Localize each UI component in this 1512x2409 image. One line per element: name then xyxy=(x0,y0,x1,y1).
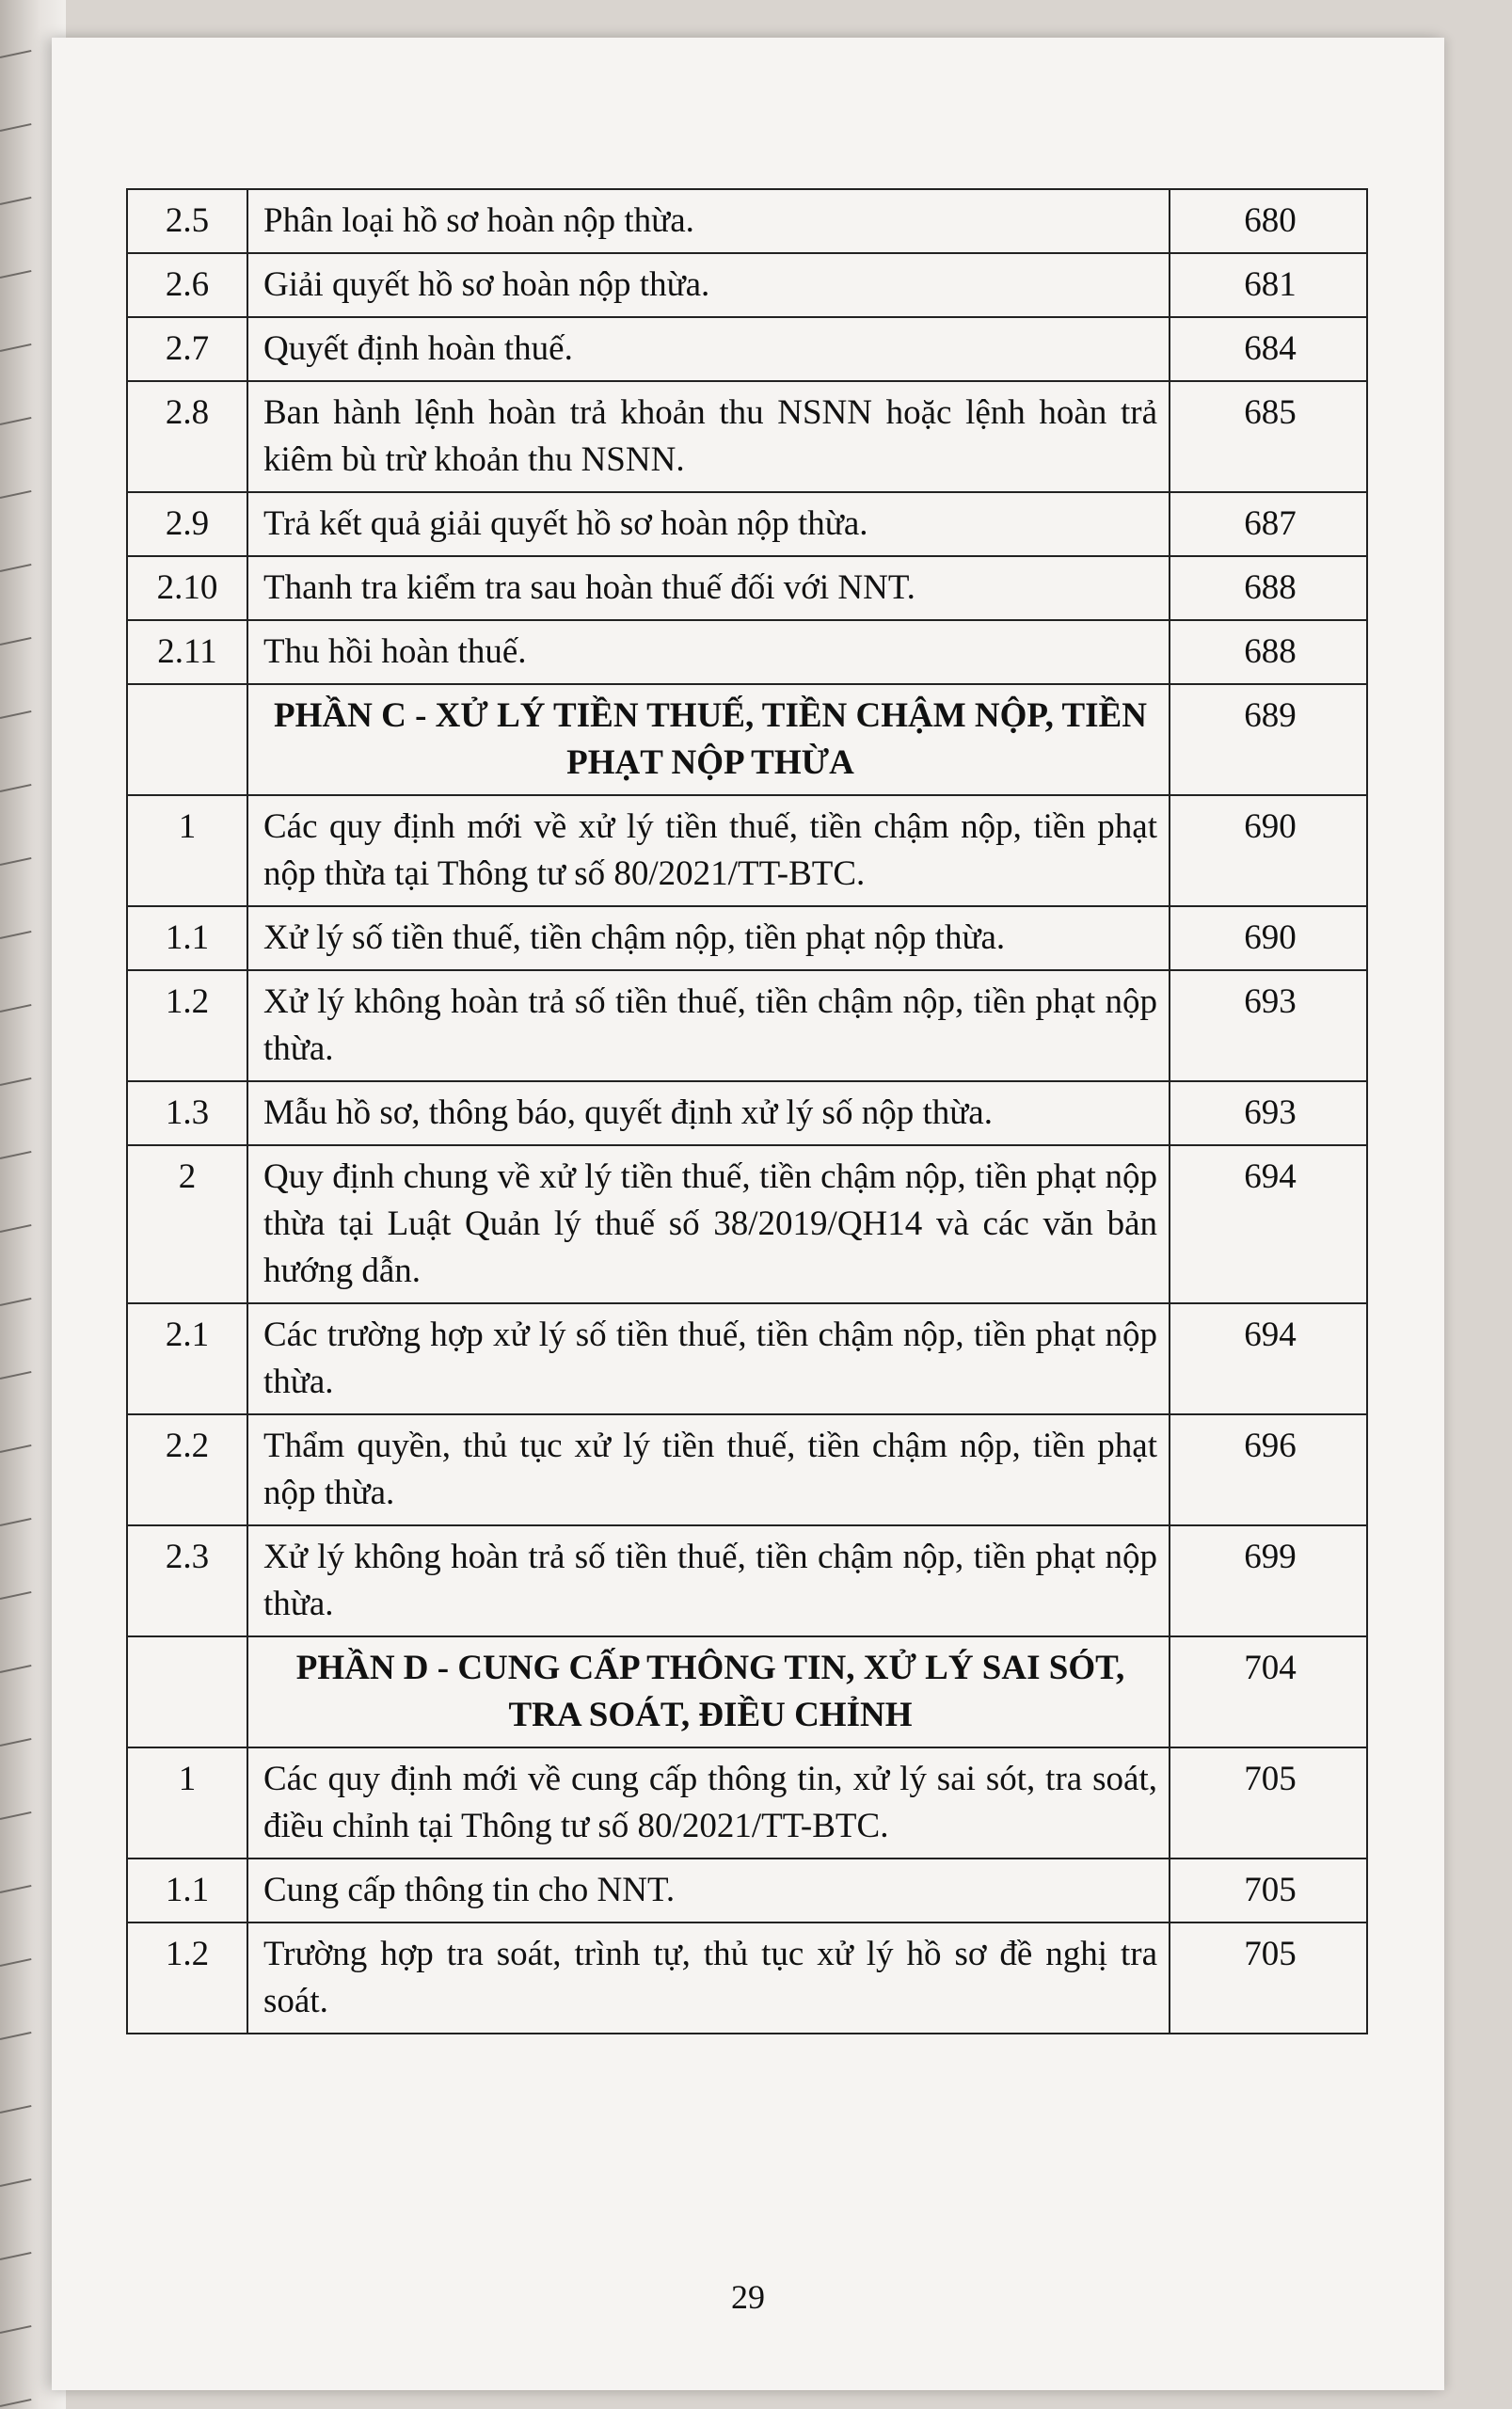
binding-line xyxy=(0,564,31,572)
toc-entry-number: 2.7 xyxy=(127,317,247,381)
binding-line xyxy=(0,1665,31,1673)
toc-entry-page: 685 xyxy=(1170,381,1367,492)
binding-line xyxy=(0,1151,31,1159)
toc-entry-page: 687 xyxy=(1170,492,1367,556)
toc-entry-number: 2.11 xyxy=(127,620,247,684)
binding-line xyxy=(0,1885,31,1893)
toc-entry-page: 696 xyxy=(1170,1414,1367,1525)
toc-row xyxy=(127,1747,1367,1859)
binding-line xyxy=(0,784,31,792)
binding-line xyxy=(0,343,31,352)
toc-row xyxy=(127,381,1367,492)
binding-line xyxy=(0,1444,31,1453)
toc-entry-title: Xử lý không hoàn trả số tiền thuế, tiền chậm nộp, tiền phạt nộp thừa. xyxy=(247,1525,1170,1636)
toc-entry-title: Xử lý không hoàn trả số tiền thuế, tiền chậm nộp, tiền phạt nộp thừa. xyxy=(247,970,1170,1081)
toc-entry-title: Thẩm quyền, thủ tục xử lý tiền thuế, tiền chậm nộp, tiền phạt nộp thừa. xyxy=(247,1414,1170,1525)
toc-entry-page: 699 xyxy=(1170,1525,1367,1636)
binding-line xyxy=(0,1811,31,1820)
toc-entry-page: 704 xyxy=(1170,1636,1367,1747)
toc-entry-title: Mẫu hồ sơ, thông báo, quyết định xử lý số nộp thừa. xyxy=(247,1081,1170,1145)
toc-entry-title: Các quy định mới về xử lý tiền thuế, tiền chậm nộp, tiền phạt nộp thừa tại Thông tư số 80/2021/TT-BTC. xyxy=(247,795,1170,906)
binding-line xyxy=(0,1224,31,1233)
binding-line xyxy=(0,417,31,425)
binding-line xyxy=(0,1298,31,1306)
toc-entry-title: Các quy định mới về cung cấp thông tin, xử lý sai sót, tra soát, điều chỉnh tại Thông tư số 80/2021/TT-BTC. xyxy=(247,1747,1170,1859)
toc-section-title: PHẦN D - CUNG CẤP THÔNG TIN, XỬ LÝ SAI SÓT, TRA SOÁT, ĐIỀU CHỈNH xyxy=(247,1636,1170,1747)
toc-entry-number: 2 xyxy=(127,1145,247,1303)
toc-row xyxy=(127,556,1367,620)
toc-entry-number xyxy=(127,684,247,795)
toc-section-heading-row xyxy=(127,684,1367,795)
binding-line xyxy=(0,2252,31,2260)
toc-entry-title: Ban hành lệnh hoàn trả khoản thu NSNN hoặc lệnh hoàn trả kiêm bù trừ khoản thu NSNN. xyxy=(247,381,1170,492)
toc-entry-page: 689 xyxy=(1170,684,1367,795)
toc-entry-page: 688 xyxy=(1170,556,1367,620)
toc-row xyxy=(127,1145,1367,1303)
toc-entry-number: 2.8 xyxy=(127,381,247,492)
toc-entry-title: Thanh tra kiểm tra sau hoàn thuế đối với NNT. xyxy=(247,556,1170,620)
binding-line xyxy=(0,931,31,939)
toc-entry-number: 1.1 xyxy=(127,1859,247,1922)
toc-entry-number: 2.3 xyxy=(127,1525,247,1636)
binding-line xyxy=(0,2032,31,2040)
binding-edge xyxy=(0,0,38,2409)
binding-line xyxy=(0,2399,31,2407)
toc-entry-page: 705 xyxy=(1170,1859,1367,1922)
toc-entry-number: 1.1 xyxy=(127,906,247,970)
toc-row xyxy=(127,1081,1367,1145)
toc-entry-title: Cung cấp thông tin cho NNT. xyxy=(247,1859,1170,1922)
toc-entry-number: 2.5 xyxy=(127,189,247,253)
toc-row xyxy=(127,1922,1367,2034)
binding-line xyxy=(0,2325,31,2334)
toc-entry-page: 680 xyxy=(1170,189,1367,253)
toc-entry-title: Trả kết quả giải quyết hồ sơ hoàn nộp thừa. xyxy=(247,492,1170,556)
toc-entry-title: Phân loại hồ sơ hoàn nộp thừa. xyxy=(247,189,1170,253)
toc-entry-page: 681 xyxy=(1170,253,1367,317)
toc-entry-number: 2.10 xyxy=(127,556,247,620)
toc-entry-title: Trường hợp tra soát, trình tự, thủ tục xử lý hồ sơ đề nghị tra soát. xyxy=(247,1922,1170,2034)
toc-entry-number: 2.2 xyxy=(127,1414,247,1525)
toc-entry-title: Xử lý số tiền thuế, tiền chậm nộp, tiền phạt nộp thừa. xyxy=(247,906,1170,970)
page-number: 29 xyxy=(731,2278,765,2316)
toc-row xyxy=(127,253,1367,317)
binding-line xyxy=(0,2105,31,2114)
toc-entry-title: Thu hồi hoàn thuế. xyxy=(247,620,1170,684)
toc-entry-page: 690 xyxy=(1170,795,1367,906)
toc-entry-number: 2.6 xyxy=(127,253,247,317)
toc-entry-page: 705 xyxy=(1170,1922,1367,2034)
toc-section-heading-row xyxy=(127,1636,1367,1747)
binding-line xyxy=(0,2178,31,2187)
toc-entry-page: 705 xyxy=(1170,1747,1367,1859)
toc-row xyxy=(127,1859,1367,1922)
toc-row xyxy=(127,1525,1367,1636)
toc-row xyxy=(127,970,1367,1081)
toc-entry-title: Các trường hợp xử lý số tiền thuế, tiền chậm nộp, tiền phạt nộp thừa. xyxy=(247,1303,1170,1414)
toc-row xyxy=(127,1414,1367,1525)
toc-entry-page: 690 xyxy=(1170,906,1367,970)
toc-row xyxy=(127,189,1367,253)
binding-line xyxy=(0,1518,31,1526)
binding-line xyxy=(0,1004,31,1013)
binding-line xyxy=(0,1371,31,1380)
toc-entry-number: 1 xyxy=(127,795,247,906)
toc-entry-number xyxy=(127,1636,247,1747)
binding-line xyxy=(0,710,31,719)
toc-entry-page: 688 xyxy=(1170,620,1367,684)
toc-entry-number: 1.2 xyxy=(127,970,247,1081)
toc-entry-number: 1.3 xyxy=(127,1081,247,1145)
toc-entry-number: 1.2 xyxy=(127,1922,247,2034)
toc-row xyxy=(127,906,1367,970)
toc-entry-number: 2.1 xyxy=(127,1303,247,1414)
table-of-contents xyxy=(126,188,1368,2034)
toc-entry-page: 694 xyxy=(1170,1145,1367,1303)
binding-line xyxy=(0,490,31,499)
toc-entry-page: 684 xyxy=(1170,317,1367,381)
toc-entry-number: 2.9 xyxy=(127,492,247,556)
binding-line xyxy=(0,1077,31,1086)
binding-line xyxy=(0,637,31,646)
toc-entry-page: 693 xyxy=(1170,1081,1367,1145)
toc-row xyxy=(127,492,1367,556)
toc-entry-page: 693 xyxy=(1170,970,1367,1081)
binding-line xyxy=(0,270,31,279)
book-page xyxy=(52,38,1444,2390)
binding-line xyxy=(0,857,31,866)
toc-entry-title: Quy định chung về xử lý tiền thuế, tiền chậm nộp, tiền phạt nộp thừa tại Luật Quản lý thuế số 38/2019/QH14 và các văn bản hướng dẫn. xyxy=(247,1145,1170,1303)
toc-section-title: PHẦN C - XỬ LÝ TIỀN THUẾ, TIỀN CHẬM NỘP, TIỀN PHẠT NỘP THỪA xyxy=(247,684,1170,795)
binding-line xyxy=(0,50,31,58)
toc-entry-title: Quyết định hoàn thuế. xyxy=(247,317,1170,381)
toc-row xyxy=(127,620,1367,684)
toc-row xyxy=(127,1303,1367,1414)
binding-line xyxy=(0,1591,31,1600)
toc-row xyxy=(127,795,1367,906)
toc-entry-number: 1 xyxy=(127,1747,247,1859)
binding-line xyxy=(0,1958,31,1967)
binding-line xyxy=(0,123,31,132)
toc-row xyxy=(127,317,1367,381)
toc-entry-page: 694 xyxy=(1170,1303,1367,1414)
binding-line xyxy=(0,1738,31,1747)
toc-entry-title: Giải quyết hồ sơ hoàn nộp thừa. xyxy=(247,253,1170,317)
binding-line xyxy=(0,197,31,205)
